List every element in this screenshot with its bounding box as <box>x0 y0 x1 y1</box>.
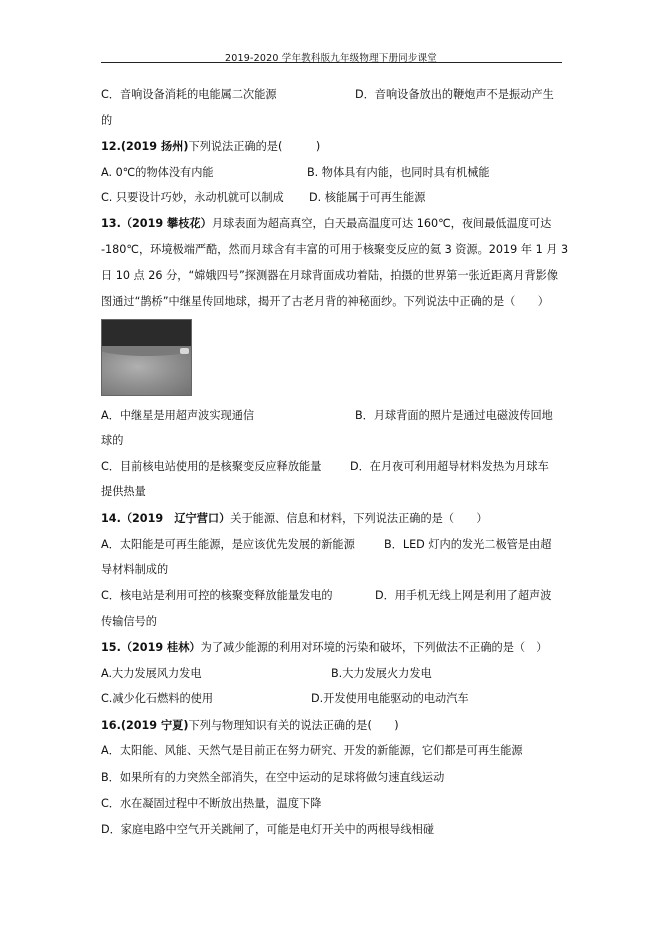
q14-option-d: D．用手机无线上网是利用了超声波 <box>375 589 552 602</box>
question-number: 15. <box>101 641 121 654</box>
q12-option-c: C. 只要设计巧妙，永动机就可以制成 <box>101 191 284 204</box>
q14-option-a: A．太阳能是可再生能源，是应该优先发展的新能源 <box>101 538 355 551</box>
q13-option-c: C．目前核电站使用的是核聚变反应释放能量 <box>101 460 322 473</box>
q14-option-b: B．LED 灯内的发光二极管是由超 <box>384 538 552 551</box>
question-number: 12. <box>101 140 121 153</box>
question-13-line-3: 日 10 点 26 分，“嫦娥四号”探测器在月球背面成功着陆，拍摄的世界第一张近距离月背影像 <box>101 269 559 282</box>
question-number: 14. <box>101 512 121 525</box>
q15-option-a: A.大力发展风力发电 <box>101 667 202 680</box>
q11-option-d-wrap: 的 <box>101 114 113 127</box>
question-text: 下列说法正确的是( ) <box>188 140 321 153</box>
header-divider <box>101 62 562 63</box>
q14-option-c: C．核电站是利用可控的核聚变释放能量发电的 <box>101 589 333 602</box>
q16-option-b: B．如果所有的力突然全部消失，在空中运动的足球将做匀速直线运动 <box>101 771 445 784</box>
q15-option-b: B.大力发展火力发电 <box>331 667 432 680</box>
question-source: （2019 辽宁营口） <box>120 512 231 525</box>
q12-option-b: B. 物体具有内能，也同时具有机械能 <box>307 166 490 179</box>
question-15-stem <box>101 641 547 655</box>
q15-option-c: C.减少化石燃料的使用 <box>101 692 214 705</box>
question-13-line-4: 图通过“鹊桥”中继星传回地球，揭开了古老月背的神秘面纱。下列说法中正确的是（ ） <box>101 295 549 308</box>
question-text: 月球表面为超高真空，白天最高温度可达 160℃，夜间最低温度可达 <box>211 217 552 230</box>
q12-option-d: D. 核能属于可再生能源 <box>309 191 426 204</box>
question-12-stem <box>101 140 320 154</box>
question-source: （2019 攀枝花） <box>120 217 212 230</box>
question-13-line-1 <box>101 217 551 231</box>
question-13-line-2: -180℃，环境极端严酷，然而月球含有丰富的可用于核聚变反应的氦 3 资源。2019 年 1 月 3 <box>101 243 569 256</box>
q11-option-d: D．音响设备放出的鞭炮声不是振动产生 <box>355 88 554 101</box>
question-source: (2019 宁夏) <box>120 719 189 732</box>
q13-option-b-wrap: 球的 <box>101 434 124 447</box>
question-text: 下列与物理知识有关的说法正确的是( ) <box>188 719 399 732</box>
q13-option-a: A．中继星是用超声波实现通信 <box>101 409 255 422</box>
question-number: 13. <box>101 217 121 230</box>
q13-option-b: B．月球背面的照片是通过电磁波传回地 <box>355 409 553 422</box>
q16-option-c: C．水在凝固过程中不断放出热量，温度下降 <box>101 797 322 810</box>
question-text: 关于能源、信息和材料，下列说法正确的是（ ） <box>230 512 488 525</box>
question-number: 16. <box>101 719 121 732</box>
q13-option-d: D．在月夜可利用超导材料发热为月球车 <box>350 460 549 473</box>
q12-option-a: A. 0℃的物体没有内能 <box>101 166 214 179</box>
q14-option-b-wrap: 导材料制成的 <box>101 563 169 576</box>
question-source: （2019 桂林） <box>120 641 201 654</box>
q14-option-d-wrap: 传输信号的 <box>101 615 157 628</box>
moon-far-side-photo <box>101 319 192 396</box>
page-header: 2019-2020 学年教科版九年级物理下册同步课堂 <box>224 53 437 64</box>
q16-option-d: D．家庭电路中空气开关跳闸了，可能是电灯开关中的两根导线相碰 <box>101 823 435 836</box>
question-16-stem <box>101 719 399 733</box>
question-14-stem <box>101 512 488 526</box>
q15-option-d: D.开发使用电能驱动的电动汽车 <box>311 692 469 705</box>
question-text: 为了减少能源的利用对环境的污染和破坏，下列做法不正确的是（ ） <box>200 641 548 654</box>
q16-option-a: A．太阳能、风能、天然气是目前正在努力研究、开发的新能源，它们都是可再生能源 <box>101 744 523 757</box>
q11-option-c: C．音响设备消耗的电能属二次能源 <box>101 88 277 101</box>
question-source: (2019 扬州) <box>120 140 189 153</box>
q13-option-d-wrap: 提供热量 <box>101 485 146 498</box>
